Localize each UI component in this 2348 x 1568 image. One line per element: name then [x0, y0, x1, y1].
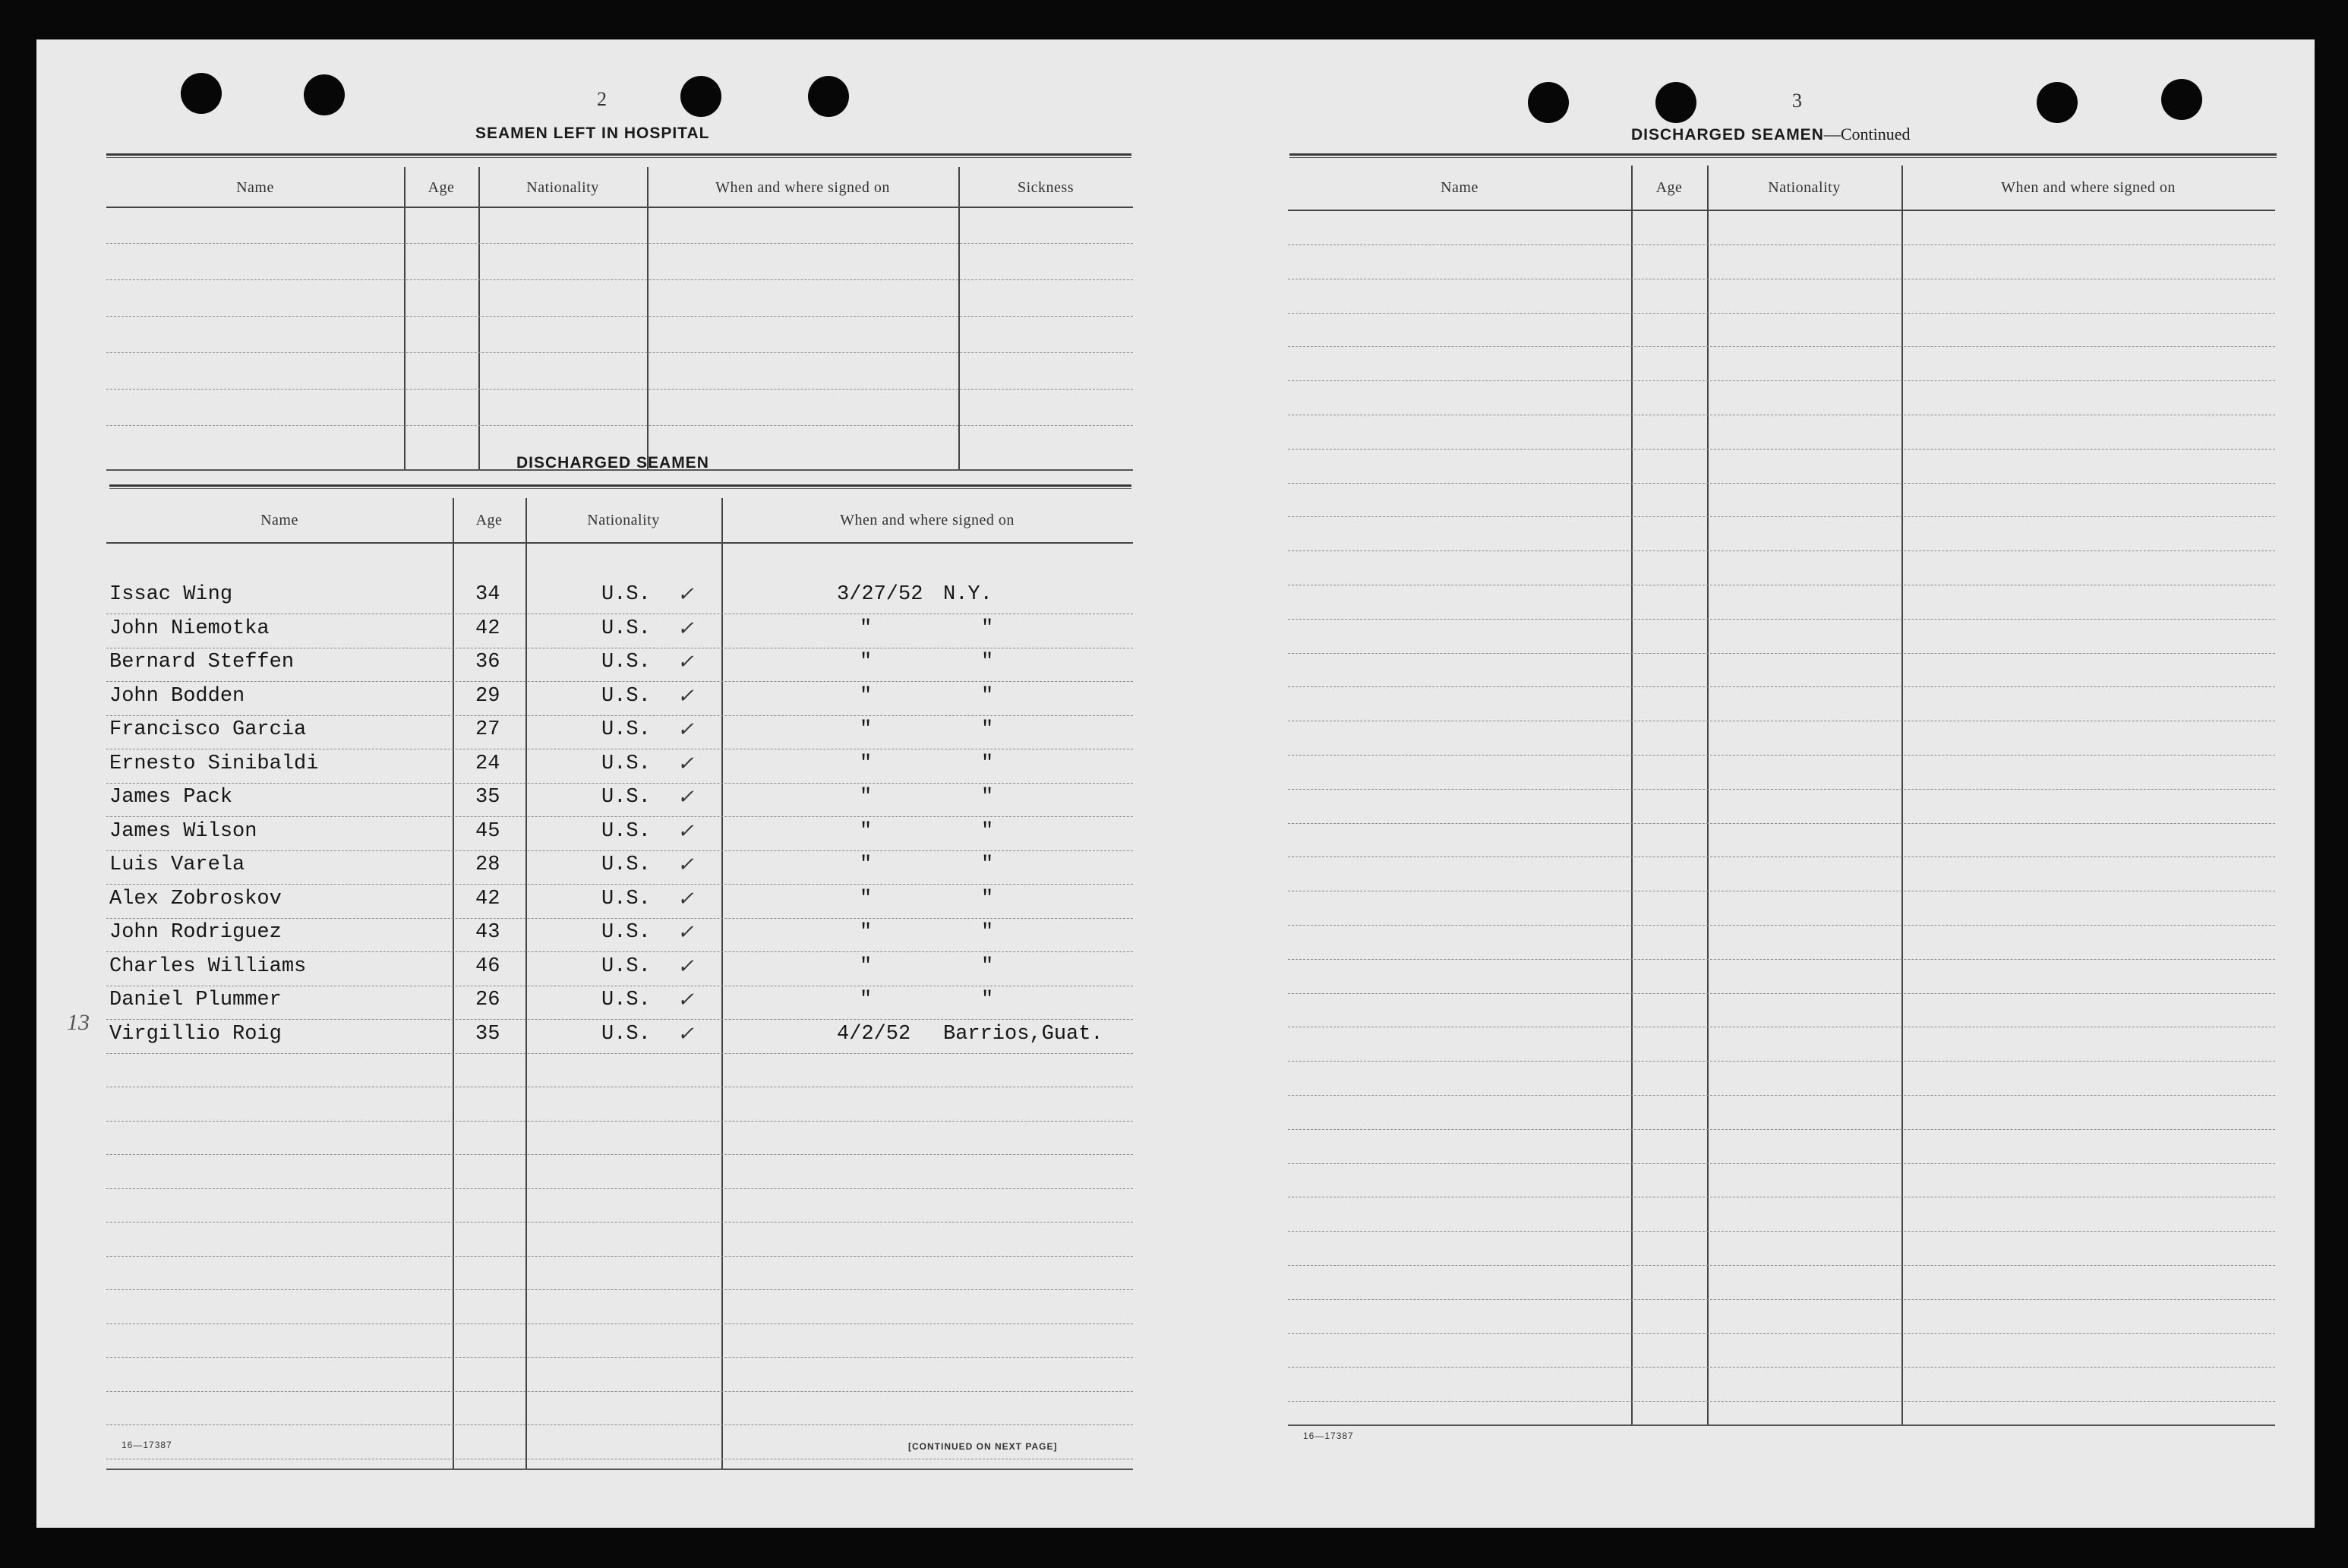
seaman-name: Virgillio Roig — [109, 1022, 282, 1046]
signed-on-place: " — [981, 887, 994, 910]
seaman-age: 45 — [475, 819, 500, 843]
row-line — [1288, 483, 2275, 484]
seaman-name: Bernard Steffen — [109, 651, 295, 674]
row-line — [1288, 346, 2275, 347]
seaman-age: 27 — [475, 718, 500, 741]
row-line — [1288, 686, 2275, 687]
signed-on-date: " — [860, 617, 873, 640]
row-line — [1288, 1061, 2275, 1062]
row-line — [1288, 313, 2275, 314]
row-line — [106, 1188, 1133, 1189]
table-row — [106, 685, 1133, 719]
page-number: 3 — [1792, 90, 1802, 112]
signed-on-date: " — [860, 651, 873, 674]
column-divider — [1707, 166, 1709, 1426]
page-number: 2 — [597, 88, 607, 110]
row-line — [106, 1154, 1133, 1155]
row-line — [106, 316, 1133, 317]
row-line — [1288, 959, 2275, 960]
signed-on-date: 3/27/52 — [837, 583, 923, 606]
hospital-table — [106, 167, 1133, 471]
column-header: Sickness — [1018, 179, 1074, 196]
row-line — [1288, 789, 2275, 790]
discharged-section-title: DISCHARGED SEAMEN — [516, 454, 709, 472]
right-discharged-table — [1288, 166, 2275, 1426]
signed-on-date: " — [860, 786, 873, 809]
table-row — [106, 888, 1133, 922]
row-line — [106, 1391, 1133, 1392]
row-line — [106, 1289, 1133, 1290]
table-row — [106, 955, 1133, 989]
row-line — [1288, 925, 2275, 926]
table-header — [106, 498, 1133, 544]
row-line — [1288, 653, 2275, 654]
column-header: Name — [236, 179, 274, 196]
table-bottom-rule — [106, 1469, 1133, 1470]
row-line — [106, 243, 1133, 244]
table-row — [106, 651, 1133, 685]
row-line — [1288, 1299, 2275, 1300]
row-line — [106, 1357, 1133, 1358]
signed-on-date: " — [860, 887, 873, 910]
row-line — [1288, 823, 2275, 824]
seaman-nationality: U.S. — [601, 583, 651, 606]
left-page — [36, 39, 1176, 1528]
check-mark: ✓ — [677, 786, 694, 808]
row-line — [106, 1323, 1133, 1324]
signed-on-place: " — [981, 617, 994, 640]
column-header: Nationality — [526, 179, 599, 196]
table-header — [1288, 166, 2275, 211]
margin-count: 13 — [67, 1010, 90, 1035]
table-row — [106, 989, 1133, 1023]
seaman-age: 28 — [475, 853, 500, 876]
row-line — [106, 279, 1133, 280]
signed-on-date: " — [860, 752, 873, 775]
table-row — [106, 921, 1133, 955]
row-line — [106, 1222, 1133, 1223]
signed-on-place: " — [981, 921, 994, 944]
row-line — [106, 352, 1133, 353]
check-mark: ✓ — [677, 1022, 694, 1045]
check-mark: ✓ — [677, 819, 694, 842]
column-header: Nationality — [1768, 179, 1841, 196]
seaman-name: Francisco Garcia — [109, 718, 307, 741]
signed-on-date: 4/2/52 — [837, 1022, 911, 1046]
check-mark: ✓ — [677, 684, 694, 707]
seaman-age: 24 — [475, 752, 500, 775]
seaman-nationality: U.S. — [601, 718, 651, 741]
row-line — [106, 1424, 1133, 1425]
row-line — [1288, 993, 2275, 994]
row-line — [106, 425, 1133, 426]
continued-note: [CONTINUED ON NEXT PAGE] — [908, 1441, 1058, 1452]
column-header: When and where signed on — [840, 512, 1015, 528]
row-line — [106, 389, 1133, 390]
table-row — [106, 752, 1133, 787]
table-row — [106, 853, 1133, 888]
row-line — [106, 1121, 1133, 1122]
punch-hole — [2037, 82, 2078, 123]
column-header: Age — [1655, 179, 1683, 196]
check-mark: ✓ — [677, 989, 694, 1011]
seaman-name: James Pack — [109, 786, 233, 809]
signed-on-place: " — [981, 853, 994, 876]
punch-hole — [1528, 82, 1569, 123]
signed-on-date: " — [860, 954, 873, 978]
check-mark: ✓ — [677, 887, 694, 910]
row-line — [1288, 755, 2275, 756]
seaman-age: 42 — [475, 887, 500, 910]
seaman-nationality: U.S. — [601, 684, 651, 708]
punch-hole — [1655, 82, 1696, 123]
seaman-name: James Wilson — [109, 819, 257, 843]
table-row — [106, 820, 1133, 854]
right-section-title — [1631, 125, 1911, 144]
seaman-nationality: U.S. — [601, 819, 651, 843]
form-number: 16—17387 — [1303, 1431, 1354, 1441]
seaman-name: John Rodriguez — [109, 921, 282, 944]
column-divider — [1631, 166, 1633, 1426]
row-line — [1288, 1333, 2275, 1334]
seaman-name: Alex Zobroskov — [109, 887, 282, 910]
row-line — [1288, 1095, 2275, 1096]
heavy-rule — [1289, 153, 2277, 158]
check-mark: ✓ — [677, 583, 694, 605]
check-mark: ✓ — [677, 617, 694, 639]
seaman-age: 26 — [475, 989, 500, 1011]
column-header: Name — [260, 512, 298, 528]
punch-hole — [181, 73, 222, 114]
signed-on-place: " — [981, 954, 994, 978]
seaman-nationality: U.S. — [601, 752, 651, 775]
punch-hole — [808, 76, 849, 117]
seaman-name: Daniel Plummer — [109, 989, 282, 1011]
seaman-nationality: U.S. — [601, 786, 651, 809]
seaman-name: John Bodden — [109, 684, 245, 708]
signed-on-place: " — [981, 718, 994, 741]
right-section-title-suffix: —Continued — [1823, 125, 1911, 144]
table-row — [106, 617, 1133, 651]
seaman-nationality: U.S. — [601, 954, 651, 978]
seaman-nationality: U.S. — [601, 853, 651, 876]
row-line — [1288, 1367, 2275, 1368]
seaman-name: John Niemotka — [109, 617, 270, 640]
row-line — [1288, 619, 2275, 620]
row-line — [1288, 1265, 2275, 1266]
seaman-name: Charles Williams — [109, 954, 307, 978]
signed-on-date: " — [860, 853, 873, 876]
signed-on-date: " — [860, 684, 873, 708]
table-row — [106, 583, 1133, 617]
seaman-nationality: U.S. — [601, 921, 651, 944]
seaman-nationality: U.S. — [601, 887, 651, 910]
seaman-name: Ernesto Sinibaldi — [109, 752, 319, 775]
signed-on-place: Barrios,Guat. — [943, 1022, 1103, 1046]
seaman-name: Luis Varela — [109, 853, 245, 876]
signed-on-place: " — [981, 786, 994, 809]
seaman-age: 29 — [475, 684, 500, 708]
row-line — [1288, 1401, 2275, 1402]
check-mark: ✓ — [677, 853, 694, 875]
signed-on-place: " — [981, 684, 994, 708]
row-line — [1288, 516, 2275, 517]
punch-hole — [680, 76, 721, 117]
seaman-age: 43 — [475, 921, 500, 944]
table-row — [106, 1023, 1133, 1057]
table-row — [106, 786, 1133, 820]
punch-hole — [304, 74, 345, 115]
seaman-nationality: U.S. — [601, 989, 651, 1011]
table-row — [106, 718, 1133, 752]
row-line — [1288, 1231, 2275, 1232]
check-mark: ✓ — [677, 718, 694, 740]
seaman-age: 35 — [475, 1022, 500, 1046]
seaman-age: 34 — [475, 583, 500, 606]
table-header — [106, 167, 1133, 208]
heavy-rule — [109, 484, 1131, 489]
seaman-nationality: U.S. — [601, 1022, 651, 1046]
document-sheet — [36, 39, 2315, 1528]
check-mark: ✓ — [677, 651, 694, 673]
row-line — [1288, 1129, 2275, 1130]
row-line — [106, 1256, 1133, 1257]
check-mark: ✓ — [677, 752, 694, 775]
signed-on-place: " — [981, 752, 994, 775]
column-header: Nationality — [587, 512, 660, 528]
signed-on-date: " — [860, 921, 873, 944]
table-bottom-rule — [1288, 1424, 2275, 1426]
signed-on-place: " — [981, 651, 994, 674]
punch-hole — [2161, 79, 2202, 120]
column-divider — [1901, 166, 1903, 1426]
right-page — [1221, 39, 2315, 1528]
column-header: When and where signed on — [715, 179, 890, 196]
right-section-title-main: DISCHARGED SEAMEN — [1631, 126, 1824, 144]
seaman-age: 42 — [475, 617, 500, 640]
hospital-section-title: SEAMEN LEFT IN HOSPITAL — [475, 125, 710, 142]
column-header: When and where signed on — [2001, 179, 2176, 196]
column-header: Age — [475, 512, 503, 528]
row-line — [1288, 449, 2275, 450]
signed-on-place: " — [981, 989, 994, 1011]
column-header: Age — [428, 179, 455, 196]
check-mark: ✓ — [677, 954, 694, 977]
seaman-age: 35 — [475, 786, 500, 809]
seaman-nationality: U.S. — [601, 651, 651, 674]
signed-on-place: N.Y. — [943, 583, 993, 606]
seaman-age: 36 — [475, 651, 500, 674]
seaman-nationality: U.S. — [601, 617, 651, 640]
check-mark: ✓ — [677, 921, 694, 943]
form-number: 16—17387 — [122, 1440, 172, 1450]
seaman-name: Issac Wing — [109, 583, 233, 606]
row-line — [1288, 1163, 2275, 1164]
discharged-table — [106, 498, 1133, 1470]
heavy-rule — [106, 153, 1131, 158]
row-line — [1288, 380, 2275, 381]
signed-on-date: " — [860, 819, 873, 843]
seaman-age: 46 — [475, 954, 500, 978]
signed-on-place: " — [981, 819, 994, 843]
signed-on-date: " — [860, 718, 873, 741]
column-header: Name — [1441, 179, 1479, 196]
signed-on-date: " — [860, 989, 873, 1011]
